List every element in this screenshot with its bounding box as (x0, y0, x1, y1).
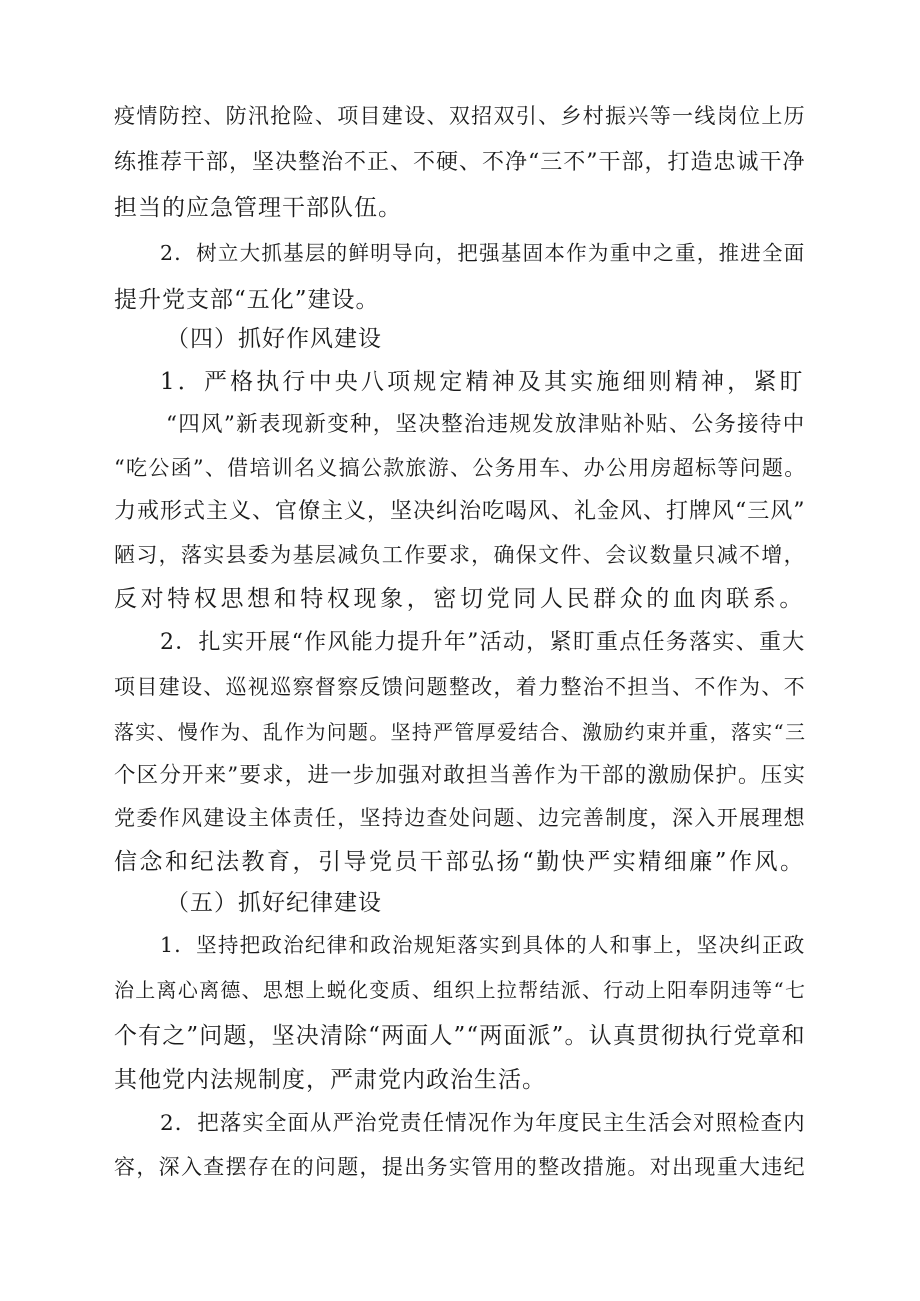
text-line: 个区分开来”要求，进一步加强对敢担当善作为干部的激励保护。压实 (114, 763, 806, 788)
text-line: 疫情防控、防汛抢险、项目建设、双招双引、乡村振兴等一线岗位上历 (114, 104, 806, 128)
text-line: 1．严格执行中央八项规定精神及其实施细则精神，紧盯 (160, 369, 806, 395)
text-line: 落实、慢作为、乱作为问题。坚持严管厚爱结合、激励约束并重，落实“三 (114, 720, 807, 744)
text-line: 提升党支部“五化”建设。 (114, 287, 380, 313)
section-heading: （四）抓好作风建设 (166, 326, 382, 352)
text-line: 个有之”问题，坚决清除“两面人”“两面派”。认真贯彻执行党章和 (114, 1023, 806, 1049)
text-line: 2．树立大抓基层的鲜明导向，把强基固本作为重中之重，推进全面 (160, 241, 806, 265)
text-line: 信念和纪法教育，引导党员干部弘扬“勤快严实精细廉”作风。 (114, 849, 806, 875)
text-line: “四风”新表现新变种，坚决整治违规发放津贴补贴、公务接待中 (166, 412, 806, 437)
text-line: 担当的应急管理干部队伍。 (114, 195, 402, 221)
text-line: 练推荐干部，坚决整治不正、不硬、不净“三不”干部，打造忠诚干净 (114, 150, 806, 175)
text-line: 1．坚持把政治纪律和政治规矩落实到具体的人和事上，坚决纠正政 (160, 933, 806, 957)
text-line: 2．把落实全面从严治党责任情况作为年度民主生活会对照检查内 (160, 1111, 806, 1136)
section-heading: （五）抓好纪律建设 (166, 890, 382, 916)
text-line: 党委作风建设主体责任，坚持边查处问题、边完善制度，深入开展理想 (114, 806, 806, 830)
text-line: 其他党内法规制度，严肃党内政治生活。 (114, 1067, 546, 1093)
text-line: “吃公函”、借培训名义搞公款旅游、公务用车、办公用房超标等问题。 (114, 456, 807, 480)
text-line: 陋习，落实县委为基层减负工作要求，确保文件、会议数量只减不增， (114, 543, 806, 567)
text-line: 力戒形式主义、官僚主义，坚决纠治吃喝风、礼金风、打牌风“三风” (114, 499, 806, 524)
text-line: 容，深入查摆存在的问题，提出务实管用的整改措施。对出现重大违纪 (114, 1155, 806, 1179)
text-line: 2．扎实开展“作风能力提升年”活动，紧盯重点任务落实、重大 (160, 630, 806, 655)
text-line: 治上离心离德、思想上蜕化变质、组织上拉帮结派、行动上阳奉阴违等“七 (114, 978, 807, 1002)
text-line: 项目建设、巡视巡察督察反馈问题整改，着力整治不担当、不作为、不 (114, 675, 806, 699)
text-line: 反对特权思想和特权现象，密切党同人民群众的血肉联系。 (114, 586, 806, 612)
